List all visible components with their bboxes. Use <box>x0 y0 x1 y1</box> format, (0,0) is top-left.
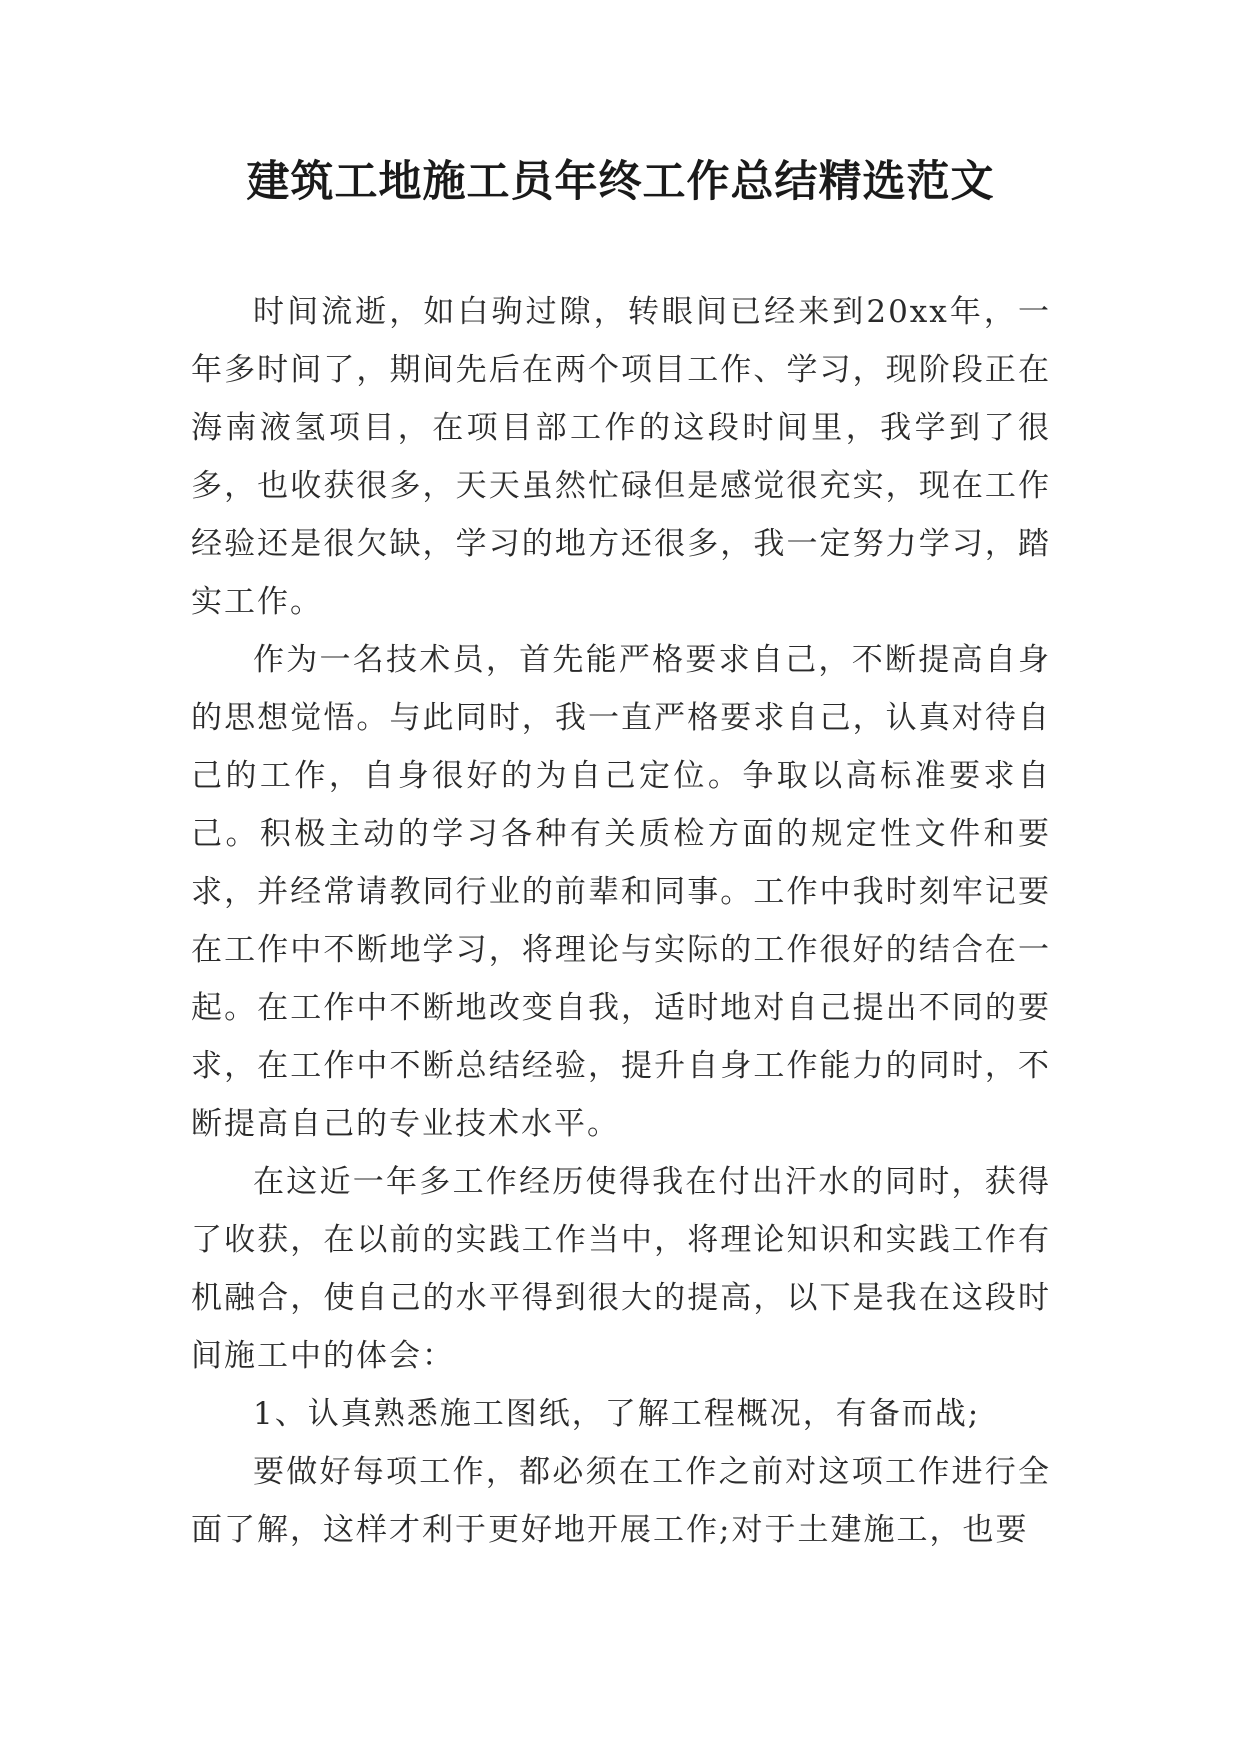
paragraph: 作为一名技术员，首先能严格要求自己，不断提高自身的思想觉悟。与此同时，我一直严格要求自己，认真对待自己的工作，自身很好的为自己定位。争取以高标准要求自己。积极主动的学习各种有关质检方面的规定性文件和要求，并经常请教同行业的前辈和同事。工作中我时刻牢记要在工作中不断地学习，将理论与实际的工作很好的结合在一起。在工作中不断地改变自我，适时地对自己提出不同的要求，在工作中不断总结经验，提升自身工作能力的同时，不断提高自己的专业技术水平。 <box>191 642 1051 1142</box>
paragraph: 1、认真熟悉施工图纸，了解工程概况，有备而战; <box>253 1396 981 1432</box>
document-body <box>191 283 1051 1559</box>
paragraph: 时间流逝，如白驹过隙，转眼间已经来到20xx年，一年多时间了，期间先后在两个项目工作、学习，现阶段正在海南液氢项目，在项目部工作的这段时间里，我学到了很多，也收获很多，天天虽然忙碌但是感觉很充实，现在工作经验还是很欠缺，学习的地方还很多，我一定努力学习，踏实工作。 <box>191 294 1051 620</box>
paragraph: 要做好每项工作，都必须在工作之前对这项工作进行全面了解，这样才利于更好地开展工作;对于土建施工，也要 <box>191 1454 1051 1548</box>
paragraph: 在这近一年多工作经历使得我在付出汗水的同时，获得了收获，在以前的实践工作当中，将理论知识和实践工作有机融合，使自己的水平得到很大的提高，以下是我在这段时间施工中的体会： <box>191 1164 1051 1374</box>
document-title: 建筑工地施工员年终工作总结精选范文 <box>246 157 995 207</box>
